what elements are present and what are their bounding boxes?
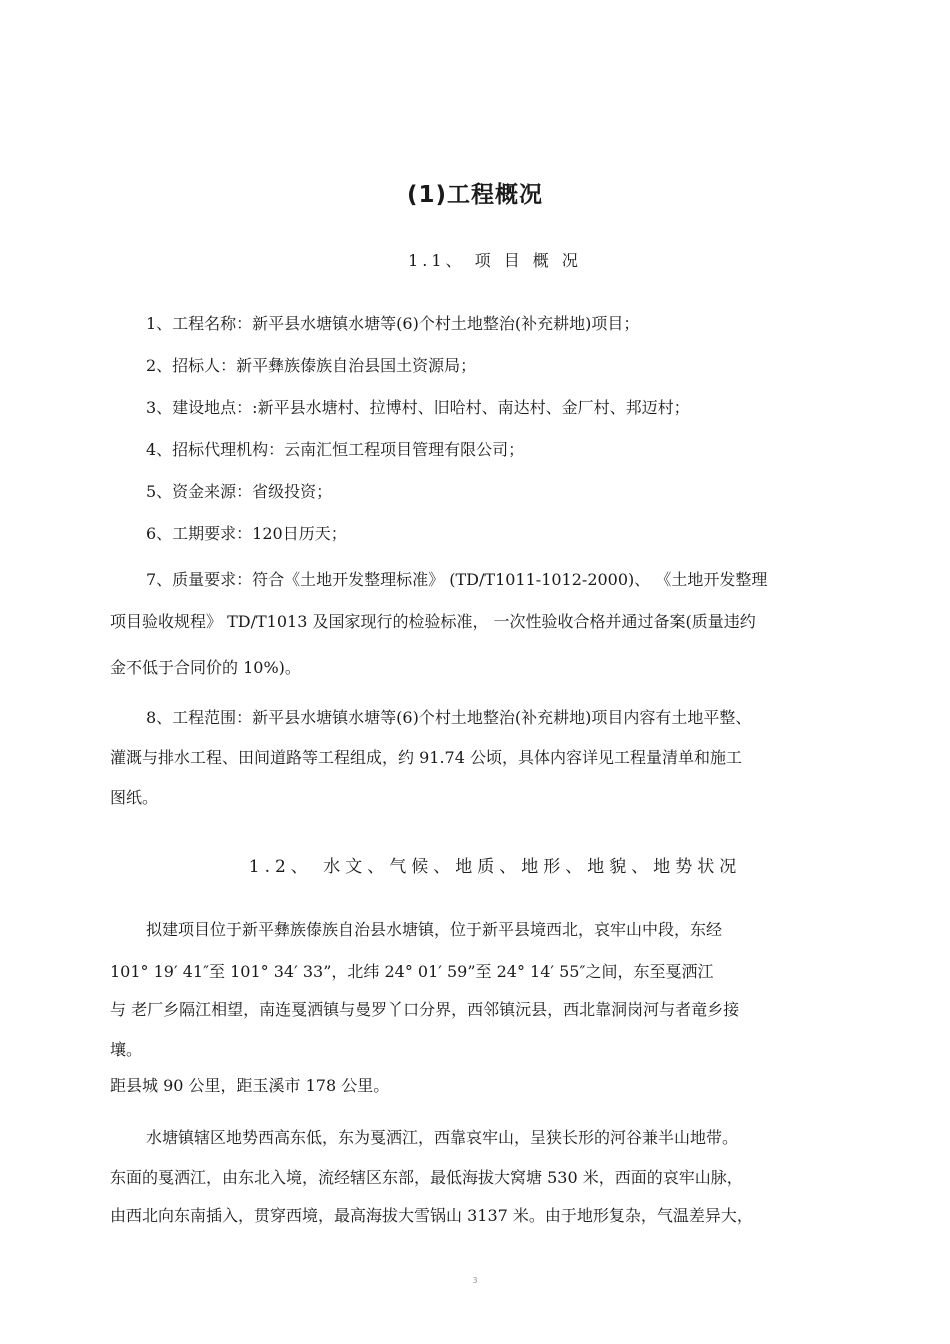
item-tenderer: 2、招标人：新平彝族傣族自治县国土资源局； — [146, 356, 477, 375]
item-quality-line2: 项目验收规程》 TD/T1013 及国家现行的检验标准， 一次性验收合格并通过备案(质量违约 — [110, 612, 756, 631]
para1-line2: 101° 19′ 41″至 101° 34′ 33”，北纬 24° 01′ 59”至 24° 14′ 55″之间，东至戛洒江 — [110, 962, 714, 981]
para2-line2: 东面的戛洒江，由东北入境，流经辖区东部，最低海拔大窝塘 530 米，西面的哀牢山脉， — [110, 1168, 743, 1187]
page-title: (1)工程概况 — [406, 182, 544, 208]
para1-line1: 拟建项目位于新平彝族傣族自治县水塘镇，位于新平县境西北，哀牢山中段，东经 — [146, 920, 723, 939]
para1-line4: 壤。 — [110, 1040, 143, 1059]
section-heading-1-1: 1.1、 项 目 概 况 — [408, 251, 582, 270]
page-number: 3 — [472, 1276, 478, 1285]
item-funding: 5、资金来源：省级投资； — [146, 482, 333, 501]
item-scope-line2: 灌溉与排水工程、田间道路等工程组成，约 91.74 公顷，具体内容详见工程量清单和施工 — [110, 748, 742, 767]
para2-line3: 由西北向东南插入，贯穿西境，最高海拔大雪锅山 3137 米。由于地形复杂，气温差异大， — [110, 1206, 753, 1225]
section-heading-1-2: 1.2、 水文、气候、地质、地形、地貌、地势状况 — [248, 857, 742, 877]
item-scope-line3: 图纸。 — [110, 788, 159, 807]
item-agency: 4、招标代理机构：云南汇恒工程项目管理有限公司； — [146, 440, 525, 459]
item-location: 3、建设地点：:新平县水塘村、拉博村、旧哈村、南达村、金厂村、邦迈村； — [146, 398, 690, 417]
item-duration: 6、工期要求：120日历天； — [146, 524, 347, 543]
item-quality-line3: 金不低于合同价的 10%)。 — [110, 658, 301, 677]
para1-line3: 与 老厂乡隔江相望，南连戛洒镇与曼罗丫口分界，西邻镇沅县，西北靠洞岗河与者竜乡接 — [110, 1000, 740, 1019]
item-project-name: 1、工程名称：新平县水塘镇水塘等(6)个村土地整治(补充耕地)项目； — [146, 314, 640, 333]
item-scope-line1: 8、工程范围：新平县水塘镇水塘等(6)个村土地整治(补充耕地)项目内容有土地平整、 — [146, 708, 752, 727]
para2-line1: 水塘镇辖区地势西高东低，东为戛洒江，西靠哀牢山，呈狭长形的河谷兼半山地带。 — [146, 1128, 739, 1147]
item-quality-line1: 7、质量要求：符合《土地开发整理标准》 (TD/T1011-1012-2000)、 《土地开发整理 — [146, 570, 768, 589]
para1-line5: 距县城 90 公里，距玉溪市 178 公里。 — [110, 1076, 390, 1095]
